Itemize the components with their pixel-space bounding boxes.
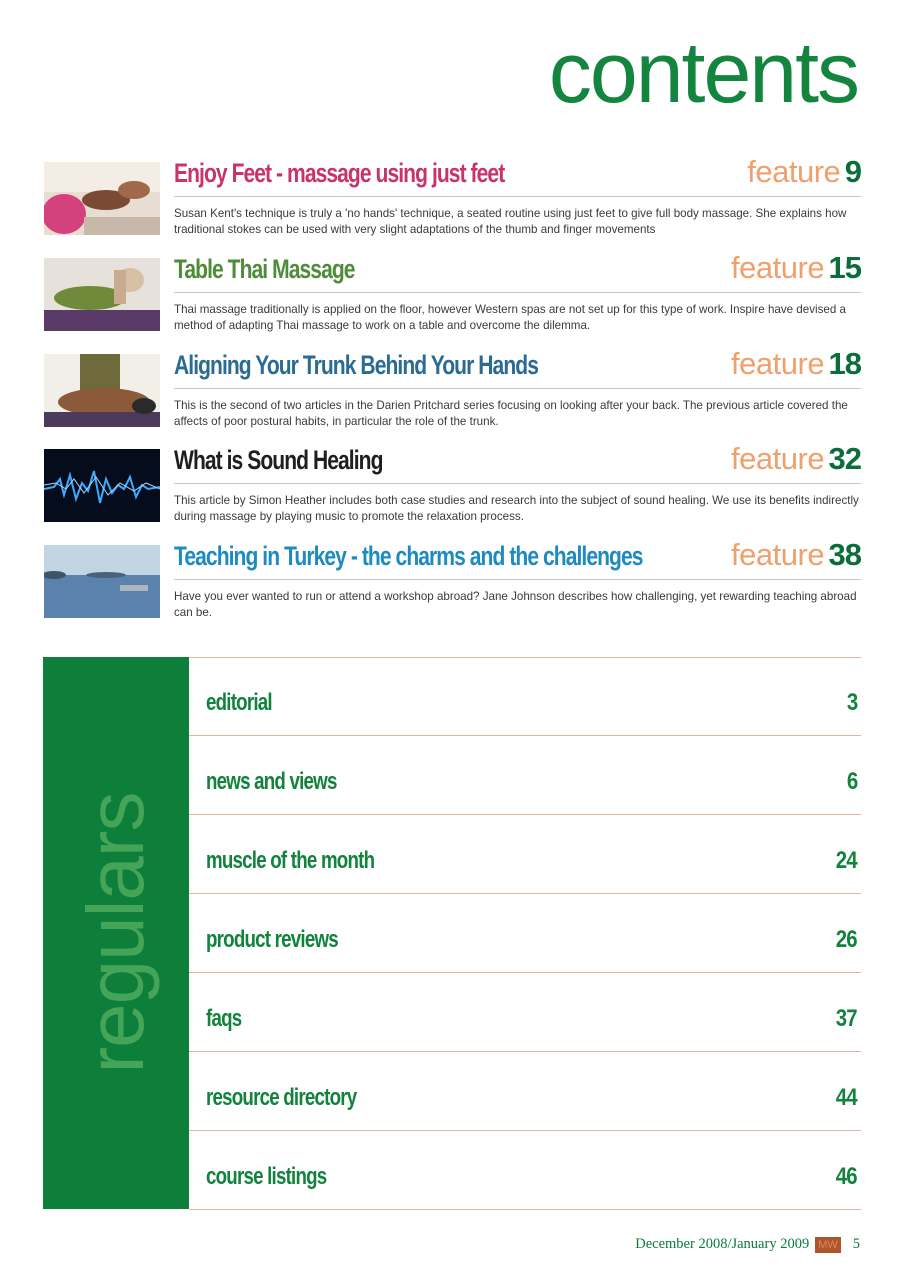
regular-item-page: 44 [836,1084,857,1111]
regular-item-label[interactable]: faqs [206,1005,242,1032]
feature-description: Susan Kent's technique is truly a 'no hands' technique, a seated routine using just feet to give full body massage. She explains how traditional stokes can be used with very slight adaptations of the thumb and finger movements [174,207,847,236]
feature-thumbnail [44,545,160,618]
regulars-band [43,657,189,1209]
feature-label: feature [731,441,825,476]
magazine-badge: MW [815,1237,841,1253]
feature-thumbnail [44,258,160,331]
feature-page-ref [731,252,861,283]
feature-page-ref [731,443,861,474]
regular-item-page: 26 [836,926,857,953]
feature-thumbnail [44,449,160,522]
feature-page-ref [747,156,861,187]
divider [174,483,861,484]
feature-label: feature [731,346,825,381]
regular-item-label[interactable]: editorial [206,689,272,716]
page-title: contents [548,25,858,121]
feature-page-number: 38 [828,537,861,572]
feature-page-number: 32 [828,441,861,476]
feature-page-ref [731,539,861,570]
regular-item-label[interactable]: resource directory [206,1084,357,1111]
divider [174,292,861,293]
regular-item[interactable] [189,815,861,894]
regulars-section [43,657,861,1209]
page-number: 5 [852,1236,860,1252]
feature-description: Have you ever wanted to run or attend a workshop abroad? Jane Johnson describes how challenging, yet rewarding teaching abroad can be. [174,590,857,619]
feature-title[interactable]: Aligning Your Trunk Behind Your Hands [174,350,538,380]
regular-item[interactable] [189,736,861,815]
issue-date: December 2008/January 2009 [635,1236,810,1252]
regular-item[interactable] [189,1052,861,1131]
feature-page-number: 18 [828,346,861,381]
feature-title[interactable]: Enjoy Feet - massage using just feet [174,158,505,188]
regular-item-label[interactable]: course listings [206,1163,327,1190]
feature-label: feature [731,250,825,285]
feature-page-number: 15 [828,250,861,285]
page-footer [635,1236,860,1253]
regular-item-page: 6 [846,768,857,795]
regular-item-label[interactable]: news and views [206,768,337,795]
regulars-label: regulars [71,792,160,1074]
feature-title[interactable]: Teaching in Turkey - the charms and the challenges [174,541,643,571]
regular-item-page: 3 [846,689,857,716]
feature-title[interactable]: What is Sound Healing [174,445,383,475]
divider [174,388,861,389]
feature-description: This is the second of two articles in the Darien Pritchard series focusing on looking after your back. The previous article covered the affects of poor postural habits, in particular the role of the trunk. [174,399,848,428]
regular-item[interactable] [189,894,861,973]
regular-item-page: 46 [836,1163,857,1190]
regular-item-label[interactable]: muscle of the month [206,847,375,874]
feature-label: feature [747,154,841,189]
regular-item[interactable] [189,1131,861,1210]
feature-label: feature [731,537,825,572]
feature-page-ref [731,348,861,379]
divider [174,579,861,580]
regular-item[interactable] [189,657,861,736]
feature-description: This article by Simon Heather includes both case studies and research into the subject of sound healing. We use its benefits indirectly during massage by playing music to promote the relaxation process. [174,494,859,523]
regular-item-page: 37 [836,1005,857,1032]
feature-thumbnail [44,354,160,427]
feature-description: Thai massage traditionally is applied on the floor, however Western spas are not set up for this type of work. Inspire have devised a method of adapting Thai massage to work on a table and overcome the dilemma. [174,303,846,332]
feature-thumbnail [44,162,160,235]
divider [174,196,861,197]
feature-page-number: 9 [844,154,861,189]
regular-item-page: 24 [836,847,857,874]
feature-title[interactable]: Table Thai Massage [174,254,355,284]
regular-item-label[interactable]: product reviews [206,926,338,953]
regular-item[interactable] [189,973,861,1052]
